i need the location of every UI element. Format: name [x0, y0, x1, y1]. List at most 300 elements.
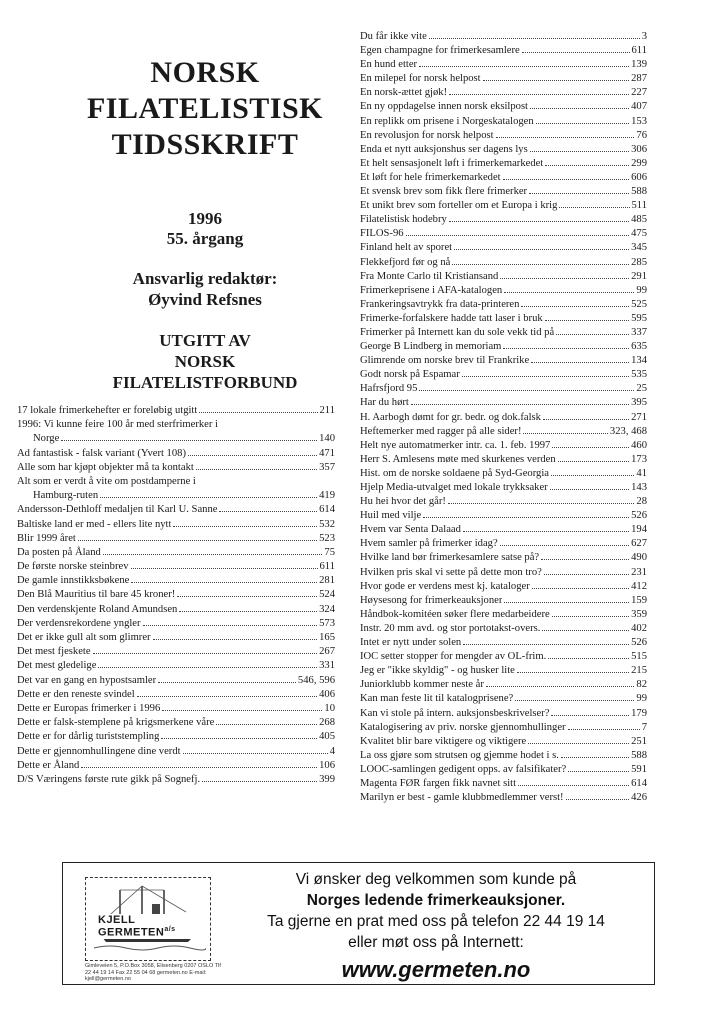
- toc-entry: [17, 659, 335, 673]
- toc-entry-page: 588: [631, 186, 647, 198]
- toc-entry-page: 28: [636, 496, 647, 508]
- toc-entry-title: Frimerke-forfalskere hadde tatt laser i bruk: [360, 312, 543, 324]
- toc-entry: [17, 759, 335, 773]
- toc-entry-page: 526: [631, 637, 647, 649]
- toc-entry: [17, 475, 335, 489]
- toc-dot-leader: [531, 362, 629, 363]
- toc-dot-leader: [179, 611, 317, 612]
- toc-entry-page: 281: [319, 575, 335, 587]
- toc-entry-title: La oss gjøre som strutsen og gjemme hodet i s.: [360, 749, 559, 761]
- toc-entry: [360, 171, 647, 185]
- toc-entry-title: 1996: Vi kunne feire 100 år med sterfrimerker i: [17, 419, 218, 431]
- toc-entry: [360, 721, 647, 735]
- toc-entry-page: 471: [319, 447, 335, 459]
- toc-entry-page: 271: [631, 411, 647, 423]
- toc-entry: [360, 185, 647, 199]
- toc-entry-title: Hvilke land bør frimerkesamlere satse på?: [360, 552, 540, 564]
- masthead: [60, 55, 350, 393]
- table-of-contents-right: [360, 30, 647, 805]
- toc-dot-leader: [521, 306, 629, 307]
- toc-dot-leader: [137, 696, 317, 697]
- toc-entry-title: Huil med vilje: [360, 510, 422, 522]
- toc-entry-title: LOOC-samlingen gedigent opps. av falsifikater?: [360, 763, 567, 775]
- toc-entry: [360, 157, 647, 171]
- toc-entry-page: 524: [319, 589, 335, 601]
- toc-entry: [17, 432, 335, 446]
- toc-entry-page: 426: [631, 792, 647, 804]
- toc-entry-page: 179: [631, 707, 647, 719]
- toc-entry-title: Hvilken pris skal vi sette på dette mon tro?: [360, 566, 542, 578]
- toc-entry-page: 357: [319, 461, 335, 473]
- toc-entry-title: Har du hørt: [360, 397, 409, 409]
- publisher-name-line-1: NORSK: [174, 352, 236, 371]
- toc-entry-page: 532: [319, 518, 335, 530]
- toc-entry: [360, 566, 647, 580]
- toc-entry-page: 359: [631, 608, 647, 620]
- toc-entry-page: 99: [636, 693, 647, 705]
- toc-dot-leader: [566, 799, 630, 800]
- toc-dot-leader: [177, 596, 317, 597]
- toc-entry-page: 106: [319, 759, 335, 771]
- toc-dot-leader: [503, 179, 630, 180]
- toc-entry-page: 173: [631, 453, 647, 465]
- toc-entry-page: 306: [631, 143, 647, 155]
- toc-entry: [360, 354, 647, 368]
- magazine-title-line-2: FILATELISTISK: [86, 92, 324, 125]
- toc-entry: [360, 678, 647, 692]
- toc-entry-title: En norsk-ættet gjøk!: [360, 87, 448, 99]
- toc-entry-page: 41: [636, 467, 647, 479]
- ad-line-4: eller møt oss på Internett:: [348, 934, 524, 951]
- toc-entry-page: 523: [319, 532, 335, 544]
- toc-entry-title: Hafrsfjord 95: [360, 383, 418, 395]
- toc-entry: [17, 645, 335, 659]
- toc-entry-title: Norge: [33, 433, 60, 445]
- toc-entry-page: 227: [631, 87, 647, 99]
- toc-dot-leader: [449, 221, 629, 222]
- website-link[interactable]: www.germeten.no: [341, 957, 531, 982]
- toc-entry-page: 614: [631, 777, 647, 789]
- toc-entry-page: 159: [631, 594, 647, 606]
- toc-entry-page: 231: [631, 566, 647, 578]
- toc-entry-page: 406: [319, 688, 335, 700]
- toc-dot-leader: [545, 320, 629, 321]
- toc-dot-leader: [551, 475, 634, 476]
- toc-entry-title: Dette er gjennomhullingene dine verdt: [17, 745, 181, 757]
- toc-entry: [360, 692, 647, 706]
- toc-dot-leader: [423, 517, 629, 518]
- toc-entry-title: Finland helt av sporet: [360, 242, 453, 254]
- toc-entry-title: Den Blå Mauritius til bare 45 kroner!: [17, 589, 176, 601]
- toc-entry: [17, 588, 335, 602]
- toc-entry-title: Heftemerker med ragger på alle sider!: [360, 425, 522, 437]
- toc-dot-leader: [522, 52, 630, 53]
- toc-dot-leader: [463, 531, 629, 532]
- toc-dot-leader: [188, 455, 317, 456]
- ad-line-3: Ta gjerne en prat med oss på telefon 22 44 19 14: [267, 913, 605, 930]
- toc-dot-leader: [515, 700, 634, 701]
- toc-entry-page: 143: [631, 482, 647, 493]
- toc-entry: [17, 503, 335, 517]
- toc-entry-page: 611: [631, 45, 647, 57]
- toc-dot-leader: [454, 249, 629, 250]
- toc-entry-title: Frimerkeprisene i AFA-katalogen: [360, 284, 503, 296]
- toc-dot-leader: [551, 715, 629, 716]
- toc-entry-title: Håndbok-komitéen søker flere medarbeidere: [360, 608, 550, 620]
- toc-entry-title: Dette er Europas frimerker i 1996: [17, 702, 161, 714]
- toc-dot-leader: [98, 667, 317, 668]
- toc-entry: [17, 461, 335, 475]
- toc-dot-leader: [153, 639, 318, 640]
- toc-entry: [17, 532, 335, 546]
- toc-entry-title: Blir 1999 året: [17, 532, 76, 544]
- toc-entry-title: Kan vi stole på intern. auksjonsbeskrivelser?: [360, 707, 550, 719]
- toc-entry-title: Godt norsk på Espamar: [360, 369, 460, 381]
- toc-entry-page: 475: [631, 228, 647, 240]
- toc-entry: [360, 256, 647, 270]
- toc-dot-leader: [219, 511, 317, 512]
- toc-entry-title: En replikk om prisene i Norgeskatalogen: [360, 115, 534, 127]
- toc-entry-title: H. Aarbogh dømt for gr. bedr. og dok.falsk: [360, 411, 541, 423]
- toc-entry-page: 526: [631, 510, 647, 522]
- toc-dot-leader: [559, 207, 629, 208]
- toc-entry-title: D/S Væringens første rute gikk på Sognefj.: [17, 773, 201, 785]
- toc-entry-title: George B Lindberg in memoriam: [360, 341, 502, 353]
- toc-entry: [360, 115, 647, 129]
- toc-entry-page: 165: [319, 632, 335, 643]
- toc-entry-title: Baltiske land er med - ellers lite nytt: [17, 518, 172, 530]
- toc-entry: [17, 560, 335, 574]
- toc-entry-page: 337: [631, 326, 647, 338]
- toc-entry-title: De gamle innstikksbøkene: [17, 575, 130, 587]
- toc-entry-title: Hamburg-ruten: [33, 490, 99, 502]
- toc-entry: [360, 44, 647, 58]
- toc-dot-leader: [158, 682, 296, 683]
- toc-entry: [17, 518, 335, 532]
- toc-dot-leader: [528, 743, 629, 744]
- toc-entry-page: 511: [631, 200, 647, 212]
- toc-entry: [360, 86, 647, 100]
- toc-entry: [360, 495, 647, 509]
- ad-line-1: Vi ønsker deg velkommen som kunde på: [295, 871, 577, 888]
- toc-entry: [360, 707, 647, 721]
- magazine-title-line-1: NORSK: [150, 56, 260, 89]
- toc-entry: [360, 636, 647, 650]
- toc-dot-leader: [548, 658, 629, 659]
- toc-entry: [360, 791, 647, 805]
- toc-dot-leader: [100, 497, 317, 498]
- toc-entry-page: 573: [319, 617, 335, 629]
- toc-entry-title: Alt som er verdt å vite om postdamperne i: [17, 475, 196, 487]
- toc-entry: [17, 674, 335, 688]
- toc-entry-title: IOC setter stopper for mengder av OL-frim.: [360, 651, 547, 663]
- toc-entry-title: Frimerker på Internett kan du sole vekk tid på: [360, 326, 555, 338]
- toc-entry-page: 324: [319, 603, 335, 615]
- toc-dot-leader: [216, 724, 317, 725]
- toc-dot-leader: [558, 461, 629, 462]
- toc-entry: [360, 284, 647, 298]
- toc-entry: [360, 763, 647, 777]
- toc-entry-title: Intet er nytt under solen: [360, 637, 462, 649]
- toc-entry-page: 267: [319, 646, 335, 658]
- toc-dot-leader: [103, 554, 323, 555]
- toc-entry: [360, 270, 647, 284]
- toc-entry-title: Ad fantastisk - falsk variant (Yvert 108): [17, 447, 186, 459]
- toc-entry: [360, 58, 647, 72]
- toc-dot-leader: [183, 753, 328, 754]
- toc-entry: [360, 199, 647, 213]
- toc-dot-leader: [545, 165, 629, 166]
- toc-dot-leader: [173, 526, 317, 527]
- toc-entry-title: Dette er falsk-stemplene på krigsmerkene våre: [17, 717, 215, 729]
- toc-entry: [360, 425, 647, 439]
- toc-entry-page: 345: [631, 242, 647, 254]
- toc-entry: [17, 574, 335, 588]
- toc-entry: [360, 129, 647, 143]
- toc-entry-page: 591: [631, 763, 647, 775]
- toc-entry-title: FILOS-96: [360, 228, 404, 240]
- toc-entry-title: En ny oppdagelse innen norsk eksilpost: [360, 101, 529, 113]
- ad-text: [221, 869, 651, 985]
- toc-entry: [17, 716, 335, 730]
- toc-dot-leader: [449, 94, 629, 95]
- toc-entry-title: Katalogisering av priv. norske gjennomhullinger: [360, 721, 566, 733]
- toc-entry-title: Det var en gang en hypostsamler: [17, 674, 157, 686]
- toc-entry-page: 287: [631, 73, 647, 85]
- toc-entry-title: Helt nye automatmerker intr. ca. 1. feb. 1997: [360, 439, 551, 451]
- toc-dot-leader: [529, 193, 629, 194]
- toc-entry-page: 627: [631, 538, 647, 550]
- toc-entry: [360, 326, 647, 340]
- toc-dot-leader: [503, 348, 629, 349]
- toc-entry-title: En revolusjon for norsk helpost: [360, 129, 494, 141]
- toc-dot-leader: [536, 123, 629, 124]
- toc-dot-leader: [500, 545, 629, 546]
- editor-name: Øyvind Refsnes: [148, 290, 262, 309]
- toc-entry: [360, 580, 647, 594]
- toc-dot-leader: [496, 137, 635, 138]
- toc-dot-leader: [518, 785, 629, 786]
- toc-entry: [360, 537, 647, 551]
- toc-entry-title: Kan man feste lit til katalogprisene?: [360, 693, 514, 705]
- toc-entry-page: 485: [631, 214, 647, 226]
- toc-entry: [360, 298, 647, 312]
- toc-entry: [360, 368, 647, 382]
- toc-entry-title: Fra Monte Carlo til Kristiansand: [360, 270, 499, 282]
- toc-entry-title: Glimrende om norske brev til Frankrike: [360, 355, 530, 367]
- toc-entry-page: 251: [631, 735, 647, 747]
- toc-entry: [360, 509, 647, 523]
- toc-entry-page: 211: [319, 405, 335, 416]
- toc-entry-page: 134: [631, 355, 647, 367]
- toc-entry-title: Enda et nytt auksjonshus ser dagens lys: [360, 143, 528, 155]
- advertisement: [62, 862, 655, 985]
- toc-dot-leader: [504, 602, 629, 603]
- toc-entry: [360, 664, 647, 678]
- toc-entry: [17, 631, 335, 645]
- toc-entry-page: 460: [631, 439, 647, 451]
- toc-entry-page: 285: [631, 256, 647, 268]
- toc-entry-title: Hvor gode er verdens mest kj. kataloger: [360, 580, 530, 592]
- toc-entry: [360, 467, 647, 481]
- toc-dot-leader: [552, 447, 629, 448]
- toc-entry-page: 606: [631, 171, 647, 183]
- toc-entry: [360, 749, 647, 763]
- toc-dot-leader: [429, 38, 640, 39]
- toc-entry-page: 399: [319, 773, 335, 785]
- toc-entry-title: Alle som har kjøpt objekter må ta kontakt: [17, 461, 194, 473]
- toc-entry-page: 407: [631, 101, 647, 113]
- toc-entry-title: Dette er den reneste svindel: [17, 688, 135, 700]
- toc-dot-leader: [463, 644, 629, 645]
- toc-entry-title: Høysesong for frimerkeauksjoner: [360, 594, 503, 606]
- toc-entry: [360, 30, 647, 44]
- toc-entry-title: En hund etter: [360, 59, 418, 71]
- toc-entry-title: Jeg er "ikke skyldig" - og husker lite: [360, 665, 515, 677]
- toc-entry-title: Da posten på Åland: [17, 546, 101, 558]
- toc-entry: [360, 72, 647, 86]
- toc-entry-page: 268: [319, 717, 335, 729]
- toc-entry-page: 490: [631, 552, 647, 564]
- toc-entry: [360, 227, 647, 241]
- toc-dot-leader: [199, 412, 317, 413]
- toc-dot-leader: [523, 433, 607, 434]
- toc-dot-leader: [161, 738, 317, 739]
- toc-entry-page: 291: [631, 270, 647, 282]
- toc-entry: [360, 551, 647, 565]
- toc-entry-page: 76: [636, 129, 647, 141]
- toc-entry: [360, 777, 647, 791]
- toc-dot-leader: [131, 568, 318, 569]
- stamp-suffix: a/s: [164, 926, 176, 933]
- toc-entry: [360, 735, 647, 749]
- toc-entry-title: Et unikt brev som forteller om et Europa i krig: [360, 200, 558, 212]
- toc-entry-page: 75: [324, 546, 335, 558]
- toc-entry-title: En milepel for norsk helpost: [360, 73, 481, 85]
- volume: 55. årgang: [166, 229, 244, 248]
- toc-entry-page: 635: [631, 341, 647, 353]
- toc-entry: [360, 523, 647, 537]
- toc-entry: [360, 481, 647, 495]
- publisher-label: UTGITT AV: [159, 331, 251, 350]
- toc-dot-leader: [550, 489, 629, 490]
- toc-entry-page: 405: [319, 731, 335, 743]
- toc-entry-page: 525: [631, 298, 647, 310]
- toc-entry-title: De første norske steinbrev: [17, 561, 129, 573]
- toc-dot-leader: [500, 278, 629, 279]
- toc-dot-leader: [462, 376, 629, 377]
- toc-entry: [360, 312, 647, 326]
- toc-entry-page: 140: [319, 433, 335, 445]
- toc-entry-title: Juniorklubb kommer neste år: [360, 679, 484, 691]
- table-of-contents-left: [17, 404, 335, 787]
- toc-entry-title: Hjelp Media-utvalget med lokale trykksaker: [360, 482, 548, 493]
- toc-entry: [17, 730, 335, 744]
- toc-entry-page: 595: [631, 312, 647, 324]
- toc-dot-leader: [561, 757, 629, 758]
- toc-entry-title: Et svensk brev som fikk flere frimerker: [360, 186, 528, 198]
- toc-entry-page: 535: [631, 369, 647, 381]
- toc-entry-title: Det er ikke gull alt som glimrer: [17, 632, 151, 643]
- toc-entry: [360, 143, 647, 157]
- toc-entry-title: Egen champagne for frimerkesamlere: [360, 45, 520, 57]
- toc-entry-page: 331: [319, 660, 335, 672]
- toc-entry-title: Marilyn er best - gamle klubbmedlemmer verst!: [360, 792, 564, 804]
- toc-dot-leader: [542, 630, 629, 631]
- ad-line-2: Norges ledende frimerkeauksjoner.: [306, 892, 566, 909]
- toc-dot-leader: [483, 80, 629, 81]
- toc-entry: [17, 418, 335, 432]
- toc-entry-title: Et løft for hele frimerkemarkedet: [360, 171, 501, 183]
- toc-entry-title: 17 lokale frimerkehefter er foreløbig utgitt: [17, 405, 198, 416]
- toc-entry-title: Flekkefjord før og nå: [360, 256, 451, 268]
- toc-dot-leader: [202, 781, 317, 782]
- toc-entry: [17, 617, 335, 631]
- toc-entry: [360, 453, 647, 467]
- toc-entry-page: 546, 596: [297, 674, 335, 686]
- toc-entry-title: Dette er Åland: [17, 759, 80, 771]
- toc-entry-page: 402: [631, 622, 647, 634]
- toc-entry-title: Filatelistisk hodebry: [360, 214, 447, 226]
- toc-dot-leader: [143, 625, 318, 626]
- toc-entry-page: 611: [319, 561, 335, 573]
- toc-dot-leader: [486, 686, 635, 687]
- toc-entry-page: 4: [329, 745, 335, 757]
- toc-entry: [360, 608, 647, 622]
- stamp-logo: [85, 877, 211, 961]
- toc-entry-page: 99: [636, 284, 647, 296]
- toc-dot-leader: [552, 616, 629, 617]
- toc-entry-title: Hist. om de norske soldaene på Syd-Georgia: [360, 467, 549, 479]
- toc-entry-page: 588: [631, 749, 647, 761]
- toc-entry-page: 614: [319, 504, 335, 516]
- toc-entry: [360, 100, 647, 114]
- publisher-name-line-2: FILATELISTFORBUND: [112, 373, 298, 392]
- toc-entry: [360, 396, 647, 410]
- toc-dot-leader: [411, 404, 629, 405]
- toc-dot-leader: [81, 767, 317, 768]
- toc-dot-leader: [568, 729, 640, 730]
- toc-entry-page: 25: [636, 383, 647, 395]
- toc-dot-leader: [530, 108, 629, 109]
- toc-entry: [17, 773, 335, 787]
- stamp-address: Gimleveien 5, P.O.Box 3058, Elisenberg 0207 OSLO Tlf 22 44 19 14 Fax 22 55 04 68 germeten.no E-mail: kjell@germeten.no: [85, 963, 221, 982]
- toc-entry-title: Der verdensrekordene yngler: [17, 617, 141, 629]
- toc-entry-page: 515: [631, 651, 647, 663]
- toc-dot-leader: [541, 559, 629, 560]
- toc-dot-leader: [419, 66, 629, 67]
- toc-entry: [17, 489, 335, 503]
- toc-dot-leader: [504, 292, 634, 293]
- toc-entry: [360, 340, 647, 354]
- toc-entry-title: Frankeringsavtrykk fra data-printeren: [360, 298, 520, 310]
- toc-entry: [360, 650, 647, 664]
- toc-entry-title: Det mest gledelige: [17, 660, 97, 672]
- toc-entry-page: 412: [631, 580, 647, 592]
- toc-entry-page: 215: [631, 665, 647, 677]
- toc-entry: [360, 411, 647, 425]
- toc-entry: [360, 382, 647, 396]
- toc-dot-leader: [530, 151, 629, 152]
- toc-entry: [17, 546, 335, 560]
- toc-entry: [360, 622, 647, 636]
- toc-dot-leader: [419, 390, 634, 391]
- toc-entry-title: Instr. 20 mm avd. og stor portotakst-overs.: [360, 622, 541, 634]
- toc-entry-page: 153: [631, 115, 647, 127]
- stamp-company-name: [96, 914, 210, 939]
- stamp-name-text: KJELL GERMETEN: [98, 914, 165, 939]
- toc-dot-leader: [162, 710, 322, 711]
